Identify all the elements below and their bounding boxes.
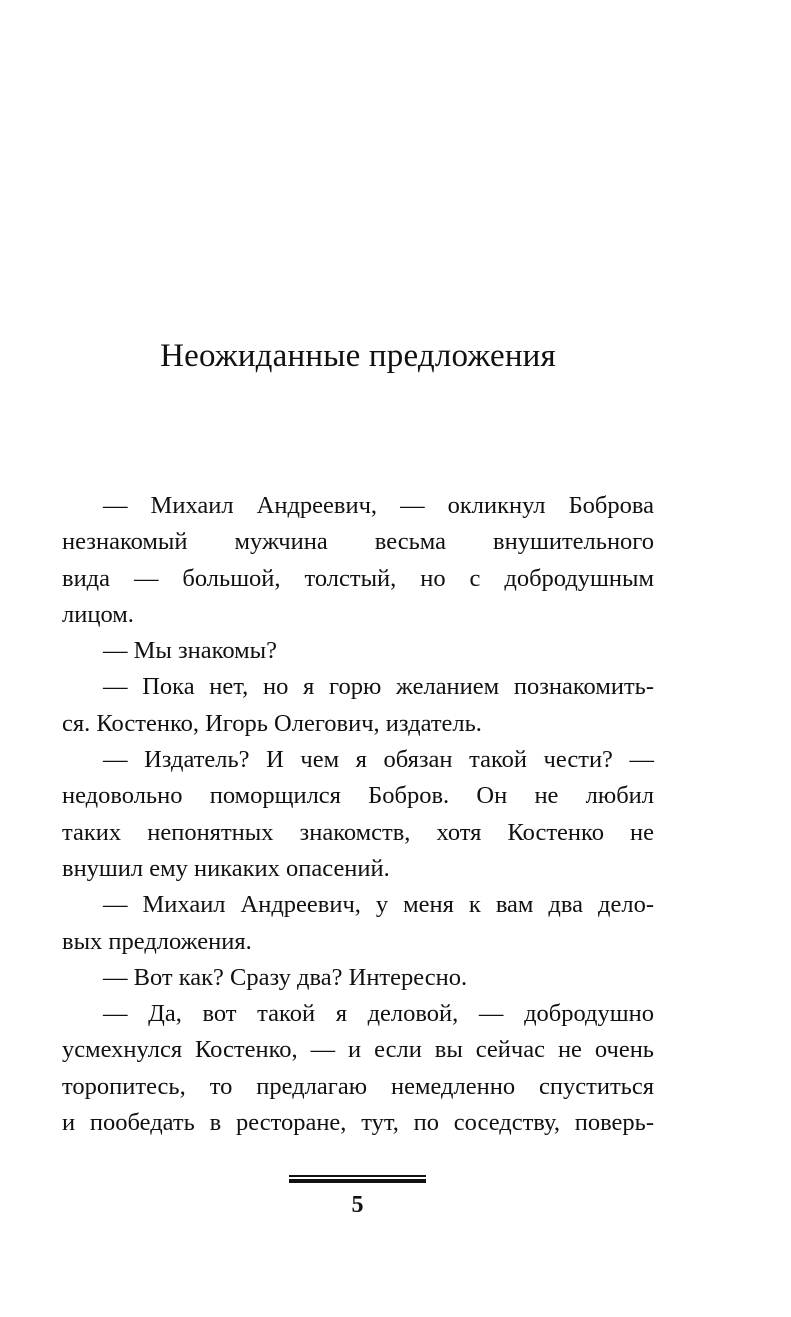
text-line: торопитесь, то предлагаю немедленно спуститься — [62, 1072, 654, 1100]
text-line: — Вот как? Сразу два? Интересно. — [103, 963, 468, 991]
text-line: вида — большой, толстый, но с добродушным — [62, 564, 654, 592]
page-number: 5 — [351, 1192, 364, 1218]
text-line: недовольно поморщился Бобров. Он не любил — [62, 782, 654, 810]
text-line: незнакомый мужчина весьма внушительного — [62, 528, 654, 556]
text-line: и пообедать в ресторане, тут, по соседству, поверь- — [62, 1109, 654, 1137]
text-line: — Издатель? И чем я обязан такой чести? — — [103, 746, 654, 774]
text-line: — Михаил Андреевич, у меня к вам два дело- — [103, 891, 654, 919]
text-line: — Мы знакомы? — [103, 637, 277, 665]
footer-rule-thin — [289, 1175, 426, 1177]
text-line: внушил ему никаких опасений. — [62, 854, 390, 882]
text-line: усмехнулся Костенко, — и если вы сейчас не очень — [62, 1036, 654, 1064]
text-line: — Михаил Андреевич, — окликнул Боброва — [103, 492, 654, 519]
body-text — [62, 488, 654, 1141]
text-line: таких непонятных знакомств, хотя Костенко не — [62, 818, 654, 846]
text-line: — Пока нет, но я горю желанием познакомить- — [103, 673, 654, 701]
chapter-title: Неожиданные предложения — [160, 338, 556, 374]
footer-rule-thick — [289, 1179, 426, 1183]
text-line: — Да, вот такой я деловой, — добродушно — [103, 1000, 654, 1028]
text-line: ся. Костенко, Игорь Олегович, издатель. — [62, 709, 482, 737]
text-line: вых предложения. — [62, 927, 252, 955]
text-line: лицом. — [62, 600, 134, 628]
footer-double-rule — [289, 1175, 426, 1184]
